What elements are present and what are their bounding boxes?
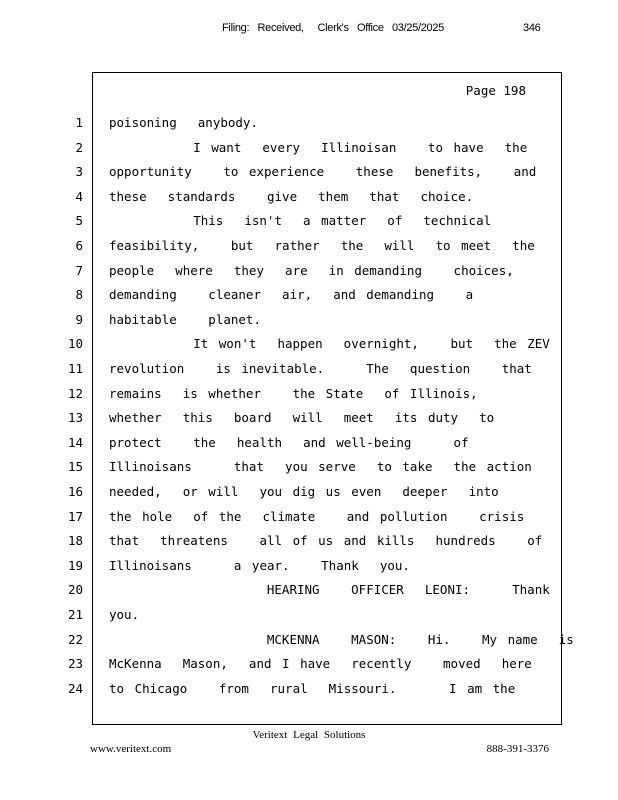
line-number: 1 [75,115,83,130]
line-text: protect the health and well-being of [109,434,469,450]
transcript-line [75,238,561,258]
line-number: 10 [67,336,83,352]
line-number: 13 [67,410,83,426]
transcript-line [75,188,561,209]
footer-website: www.veritext.com [90,743,172,755]
line-text: HEARING OFFICER LEONI: Thank [109,582,550,598]
transcript-page-frame [67,72,574,725]
line-text: demanding cleaner air, and demanding a [109,287,474,303]
transcript-line [67,631,574,652]
filing-header [0,22,618,38]
line-number: 6 [75,238,83,253]
line-text: that threatens all of us and kills hundreds of [109,533,543,549]
line-text: opportunity to experience these benefits, and [109,164,537,180]
line-text: whether this board will meet its duty to [109,410,495,426]
transcript-line [67,656,561,676]
line-text: feasibility, but rather the will to meet the [109,238,535,253]
line-text: MCKENNA MASON: Hi. My name is [109,631,574,647]
transcript-line [67,508,561,529]
line-text: McKenna Mason, and I have recently moved here [109,656,532,672]
line-text: Illinoisans that you serve to take the action [109,459,532,475]
line-text: you. [109,607,140,622]
line-number: 2 [75,139,83,155]
line-number: 14 [67,434,83,450]
line-number: 22 [67,631,83,647]
line-text: poisoning anybody. [109,115,258,130]
transcript-line [67,459,561,479]
transcript-line [75,164,561,184]
transcript-line [67,582,561,602]
line-number: 17 [67,508,83,524]
line-number: 20 [67,582,83,598]
line-number: 24 [67,680,83,696]
line-number: 11 [67,361,83,376]
line-text: revolution is inevitable. The question that [109,361,532,376]
line-number: 21 [67,607,83,622]
line-text: habitable planet. [109,311,261,327]
transcript-line [67,385,561,406]
line-text: remains is whether the State of Illinois, [109,385,478,401]
transcript-line [75,213,561,233]
line-text: It won't happen overnight, but the ZEV [109,336,550,352]
filing-stamp: Filing: Received, Clerk's Office 03/25/2025 [222,22,444,34]
transcript-line [67,434,561,455]
footer-company: Veritext Legal Solutions [252,729,366,741]
transcript-line [75,287,561,307]
transcript-line [67,533,561,553]
line-text: Illinoisans a year. Thank you. [109,557,410,573]
line-number: 19 [67,557,83,573]
transcript-line [75,139,561,160]
transcript-line [67,361,561,381]
line-text: people where they are in demanding choices, [109,262,514,278]
transcript-line [75,262,561,283]
line-number: 23 [67,656,83,672]
line-text: This isn't a matter of technical [109,213,492,229]
line-text: I want every Illinoisan to have the [109,139,528,155]
line-text: to Chicago from rural Missouri. I am the [109,680,516,696]
line-number: 7 [75,262,83,278]
line-number: 8 [75,287,83,303]
line-number: 4 [75,188,83,204]
line-number: 16 [67,484,83,499]
line-text: needed, or will you dig us even deeper into [109,484,499,499]
transcript-line [67,607,561,627]
filing-page-number: 346 [523,22,541,34]
line-number: 9 [75,311,83,327]
transcript-line [67,410,561,430]
line-number: 15 [67,459,83,475]
transcript-line [67,484,561,504]
line-text: these standards give them that choice. [109,188,474,204]
transcript-line [67,680,561,701]
line-number: 18 [67,533,83,549]
transcript-page-label: Page 198 [465,83,526,98]
transcript-line [67,557,561,578]
footer-phone: 888-391-3376 [486,743,549,755]
line-number: 12 [67,385,83,401]
line-number: 3 [75,164,83,180]
transcript-line [75,311,561,332]
transcript-line [67,336,561,356]
transcript-line [75,115,561,135]
line-text: the hole of the climate and pollution crisis [109,508,525,524]
line-number: 5 [75,213,83,229]
